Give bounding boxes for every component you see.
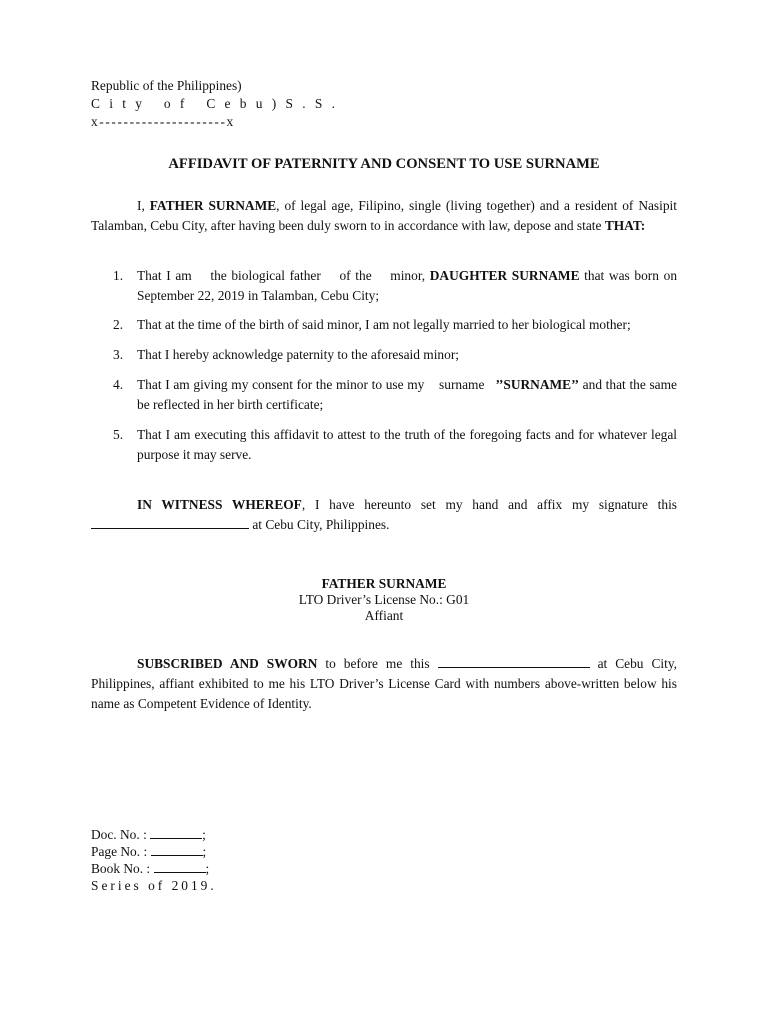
daughter-name: DAUGHTER SURNAME bbox=[429, 268, 580, 283]
intro-paragraph bbox=[91, 196, 677, 236]
witness-text: , I have hereunto set my hand and affix my signature this bbox=[301, 497, 677, 512]
statement-list bbox=[91, 266, 677, 475]
jurat-paragraph bbox=[91, 654, 677, 714]
venue-block bbox=[91, 77, 344, 131]
series-year: Series of 2019. bbox=[91, 878, 217, 893]
item-number: 1. bbox=[113, 268, 124, 283]
intro-text: , of legal age, Filipino, single (living together) and a resident of Nasipit Talamban, Cebu City, after having been duly sworn to in accordance with law, depose and state bbox=[91, 198, 677, 233]
item-text: That I am giving my consent for the minor to use my surname bbox=[137, 377, 496, 392]
doc-number-label: Doc. No. : bbox=[91, 827, 147, 842]
witness-paragraph bbox=[91, 495, 677, 535]
venue-city: City of Cebu)S.S. bbox=[91, 96, 345, 111]
book-number-blank bbox=[154, 861, 206, 873]
page-number-label: Page No. : bbox=[91, 844, 148, 859]
item-number: 4. bbox=[113, 377, 124, 392]
item-text: That I hereby acknowledge paternity to the aforesaid minor; bbox=[137, 347, 459, 362]
item-text: That at the time of the birth of said minor, I am not legally married to her biological mother; bbox=[137, 317, 631, 332]
book-number-label: Book No. : bbox=[91, 861, 151, 876]
item-text: That I am the biological father of the minor, bbox=[137, 268, 430, 283]
notarial-register bbox=[91, 826, 217, 894]
page-number-suffix: ; bbox=[202, 844, 207, 859]
list-item bbox=[91, 345, 677, 365]
book-number-suffix: ; bbox=[205, 861, 210, 876]
list-item bbox=[91, 315, 677, 335]
venue-republic: Republic of the Philippines) bbox=[91, 78, 242, 93]
intro-that: THAT: bbox=[604, 218, 646, 233]
document-title: AFFIDAVIT OF PATERNITY AND CONSENT TO USE SURNAME bbox=[168, 156, 600, 172]
surname-quoted: ’’SURNAME’’ bbox=[495, 377, 579, 392]
doc-number-blank bbox=[150, 827, 202, 839]
doc-number-row bbox=[91, 826, 217, 843]
list-item bbox=[91, 425, 677, 465]
page-number-blank bbox=[151, 844, 203, 856]
signatory-name: FATHER SURNAME bbox=[321, 576, 447, 591]
item-text: that was born on September 22, 2019 in Talamban, Cebu City; bbox=[137, 268, 678, 303]
item-text: and that the same be reflected in her birth certificate; bbox=[137, 377, 677, 412]
signature-block bbox=[91, 576, 677, 624]
affiant-label: Affiant bbox=[364, 608, 404, 623]
item-number: 3. bbox=[113, 347, 124, 362]
witness-heading: IN WITNESS WHEREOF bbox=[137, 497, 302, 512]
item-text: That I am executing this affidavit to attest to the truth of the foregoing facts and for whatever legal purpose it may serve. bbox=[137, 427, 677, 462]
affiant-name: FATHER SURNAME bbox=[149, 198, 277, 213]
date-blank-line bbox=[91, 517, 249, 529]
item-number: 5. bbox=[113, 427, 124, 442]
list-item bbox=[91, 266, 677, 306]
page-number-row bbox=[91, 843, 217, 860]
book-number-row bbox=[91, 860, 217, 877]
jurat-blank-line bbox=[438, 656, 590, 668]
doc-number-suffix: ; bbox=[202, 827, 206, 842]
jurat-text: at Cebu City, Philippines, affiant exhibited to me his LTO Driver’s License Card with numbers above-written below his name as Competent Evidence of Identity. bbox=[91, 656, 677, 711]
jurat-text: to before me this bbox=[317, 656, 438, 671]
item-number: 2. bbox=[113, 317, 124, 332]
witness-text: at Cebu City, Philippines. bbox=[249, 517, 390, 532]
jurat-heading: SUBSCRIBED AND SWORN bbox=[137, 656, 318, 671]
license-number: LTO Driver’s License No.: G01 bbox=[298, 592, 470, 607]
venue-separator: x---------------------x bbox=[91, 114, 235, 129]
intro-prefix: I, bbox=[137, 198, 150, 213]
list-item bbox=[91, 375, 677, 415]
